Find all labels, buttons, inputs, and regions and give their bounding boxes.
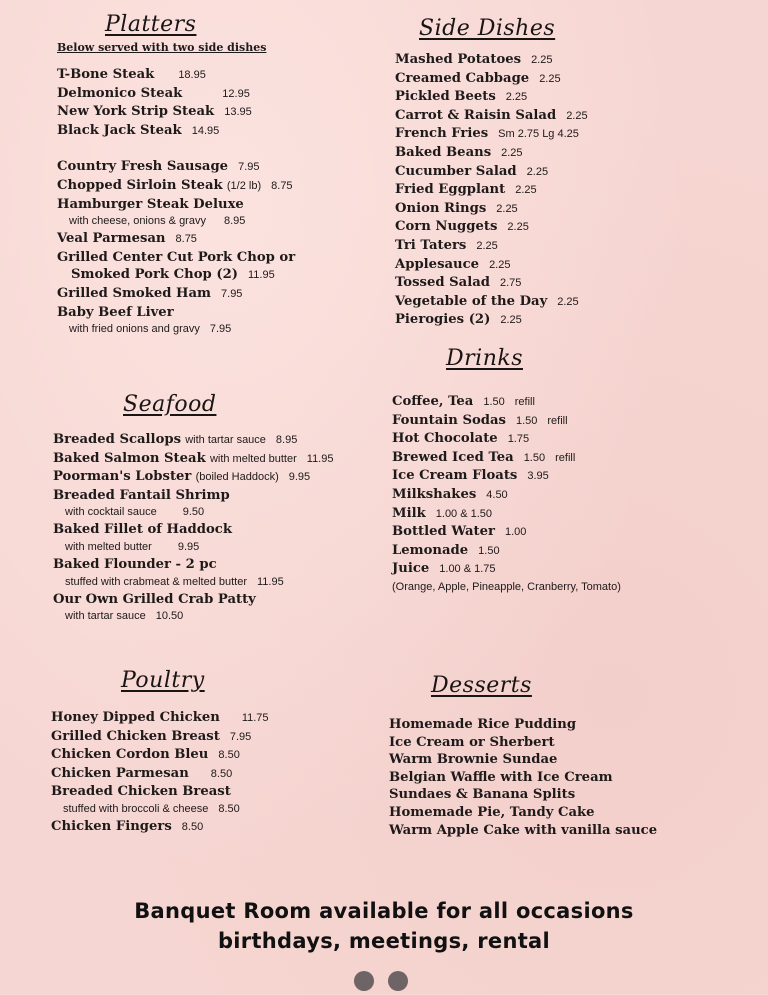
item-price: 2.25 (526, 165, 549, 178)
item-name: Lemonade (392, 542, 469, 558)
item-price: Sm 2.75 Lg 4.25 (498, 128, 579, 141)
item-price: 2.25 (476, 239, 498, 252)
menu-item (392, 412, 621, 431)
menu-item (395, 51, 588, 70)
page-dot (354, 971, 374, 991)
menu-item: New York Strip Steak 13.95 (57, 104, 252, 120)
menu-item (392, 467, 621, 486)
item-name: Tossed Salad (395, 275, 490, 291)
menu-item: Grilled Chicken Breast 7.95 (51, 728, 252, 744)
item-note: stuffed with crabmeat & melted butter 11.95 (65, 575, 284, 588)
menu-item (392, 449, 621, 468)
item-price: 2.25 (557, 295, 579, 308)
menu-item: Chicken Parmesan 8.50 (51, 765, 233, 781)
item-price: 1.50 (478, 544, 500, 557)
menu-item: Poorman's Lobster (boiled Haddock) 9.95 (53, 469, 311, 485)
menu-item (395, 144, 588, 163)
menu-item: Grilled Center Cut Pork Chop or (57, 249, 296, 265)
side-dishes-title: Side Dishes (419, 16, 556, 41)
menu-item: Homemade Rice Pudding (389, 717, 577, 732)
menu-item (395, 274, 588, 293)
item-price: 1.50 (515, 414, 538, 427)
item-name: Vegetable of the Day (395, 293, 548, 309)
item-name: Milk (392, 505, 426, 521)
menu-item (395, 237, 588, 256)
item-price: 2.25 (500, 314, 522, 327)
menu-item (392, 486, 621, 505)
item-name: Fried Eggplant (395, 182, 506, 198)
menu-item: Delmonico Steak 12.95 (57, 85, 250, 101)
item-name: Carrot & Raisin Salad (395, 107, 557, 123)
menu-item (395, 200, 588, 219)
item-price: 1.00 & 1.75 (439, 563, 496, 576)
item-name: Pickled Beets (395, 89, 496, 105)
seafood-title: Seafood (123, 392, 217, 417)
item-price: 2.75 (500, 277, 522, 290)
item-price: 2.25 (531, 54, 553, 66)
menu-item: Breaded Fantail Shrimp (53, 487, 230, 503)
banquet-banner-line2: birthdays, meetings, rental (217, 929, 551, 953)
item-extra: refill (514, 396, 535, 408)
item-note: with melted butter 9.95 (65, 540, 200, 553)
item-extra: refill (555, 451, 576, 464)
menu-item (392, 523, 621, 542)
item-name: Creamed Cabbage (395, 70, 530, 86)
item-name: Coffee, Tea (392, 394, 474, 409)
item-note: with tartar sauce 10.50 (65, 610, 184, 623)
menu-item (395, 163, 588, 182)
item-note: with cheese, onions & gravy 8.95 (69, 215, 246, 228)
menu-item: Warm Apple Cake with vanilla sauce (389, 822, 658, 838)
menu-item: Chicken Cordon Bleu 8.50 (51, 747, 240, 763)
menu-item (395, 293, 588, 312)
poultry-title: Poultry (121, 668, 205, 693)
item-extra: refill (547, 414, 568, 427)
item-price: 2.25 (539, 72, 561, 85)
platters-title: Platters (105, 12, 197, 37)
page-dot (388, 971, 408, 991)
menu-item (395, 181, 588, 200)
menu-item (392, 393, 621, 412)
item-name: Applesauce (395, 256, 480, 272)
item-price: 2.25 (489, 258, 511, 271)
seafood-section (53, 392, 333, 625)
menu-item: Grilled Smoked Ham 7.95 (57, 285, 243, 301)
menu-item: Smoked Pork Chop (2) 11.95 (71, 267, 275, 283)
drinks-section (392, 346, 621, 596)
menu-item: Homemade Pie, Tandy Cake (389, 804, 595, 820)
platters-section (57, 12, 295, 338)
menu-item: Ice Cream or Sherbert (389, 734, 555, 750)
item-name: Hot Chocolate (392, 431, 498, 447)
menu-item: Sundaes & Banana Splits (389, 787, 576, 803)
menu-item: Our Own Grilled Crab Patty (53, 591, 256, 607)
desserts-section (389, 673, 657, 839)
item-price: 2.25 (515, 184, 537, 197)
item-name: French Fries (395, 126, 489, 142)
menu-item: Honey Dipped Chicken 11.75 (51, 710, 269, 725)
drinks-list (392, 393, 621, 579)
item-name: Ice Cream Floats (392, 468, 518, 484)
juice-note: (Orange, Apple, Pineapple, Cranberry, Tomato) (392, 580, 621, 593)
menu-item: Veal Parmesan 8.75 (57, 231, 197, 247)
platters-subtitle: Below served with two side dishes (57, 41, 267, 54)
item-price: 2.25 (507, 221, 529, 234)
menu-item: Chicken Fingers 8.50 (51, 818, 204, 834)
side-dishes-list (395, 51, 588, 330)
menu-item (395, 107, 588, 126)
menu-item: Chopped Sirloin Steak (1/2 lb) 8.75 (57, 177, 293, 193)
menu-item (395, 218, 588, 237)
menu-item: Baked Fillet of Haddock (53, 522, 232, 538)
desserts-title: Desserts (431, 673, 532, 698)
item-price: 4.50 (486, 488, 508, 501)
item-price: 2.25 (566, 109, 588, 122)
item-name: Bottled Water (392, 524, 495, 540)
item-price: 2.25 (501, 146, 523, 159)
item-name: Onion Rings (395, 200, 487, 216)
item-price: 1.50 (483, 396, 505, 408)
item-note: with fried onions and gravy 7.95 (69, 323, 232, 336)
item-name: Corn Nuggets (395, 219, 498, 235)
menu-item (395, 125, 588, 144)
poultry-section (51, 668, 269, 837)
menu-item: Baked Salmon Steak with melted butter 11.95 (53, 450, 334, 466)
menu-item (392, 505, 621, 524)
item-price: 1.00 & 1.50 (435, 507, 493, 520)
menu-item (395, 88, 588, 107)
menu-item: Baby Beef Liver (57, 304, 174, 320)
item-note: with cocktail sauce 9.50 (65, 506, 205, 519)
menu-item: Country Fresh Sausage 7.95 (57, 159, 260, 175)
menu-item: Breaded Chicken Breast (51, 784, 231, 800)
item-name: Mashed Potatoes (395, 52, 522, 67)
item-price: 3.95 (527, 470, 549, 483)
item-price: 2.25 (505, 91, 528, 104)
menu-item: Black Jack Steak 14.95 (57, 122, 220, 138)
menu-item: T-Bone Steak 18.95 (57, 67, 206, 82)
item-price: 2.25 (496, 202, 518, 215)
item-name: Baked Beans (395, 144, 492, 160)
page-dots (354, 971, 422, 995)
item-note: stuffed with broccoli & cheese 8.50 (63, 802, 240, 815)
item-price: 1.75 (507, 433, 530, 446)
menu-item: Belgian Waffle with Ice Cream (389, 769, 613, 785)
banquet-banner-line1: Banquet Room available for all occasions (134, 899, 634, 923)
menu-item (395, 70, 588, 89)
item-name: Juice (392, 561, 430, 577)
side-dishes-section (395, 16, 588, 330)
item-name: Milkshakes (392, 486, 477, 502)
menu-item (395, 311, 588, 330)
item-name: Brewed Iced Tea (392, 449, 514, 465)
item-name: Fountain Sodas (392, 412, 506, 428)
menu-item (392, 430, 621, 449)
drinks-title: Drinks (446, 346, 523, 371)
menu-item (395, 256, 588, 275)
menu-item (392, 560, 621, 579)
item-price: 1.50 (523, 451, 546, 464)
item-name: Cucumber Salad (395, 163, 517, 179)
menu-item: Baked Flounder - 2 pc (53, 556, 217, 572)
menu-item: Breaded Scallops with tartar sauce 8.95 (53, 432, 298, 447)
desserts-list (389, 716, 657, 839)
menu-item (392, 542, 621, 561)
item-name: Pierogies (2) (395, 312, 491, 328)
menu-item: Warm Brownie Sundae (389, 752, 558, 768)
item-name: Tri Taters (395, 237, 467, 253)
menu-item: Hamburger Steak Deluxe (57, 196, 244, 212)
item-price: 1.00 (504, 526, 527, 539)
